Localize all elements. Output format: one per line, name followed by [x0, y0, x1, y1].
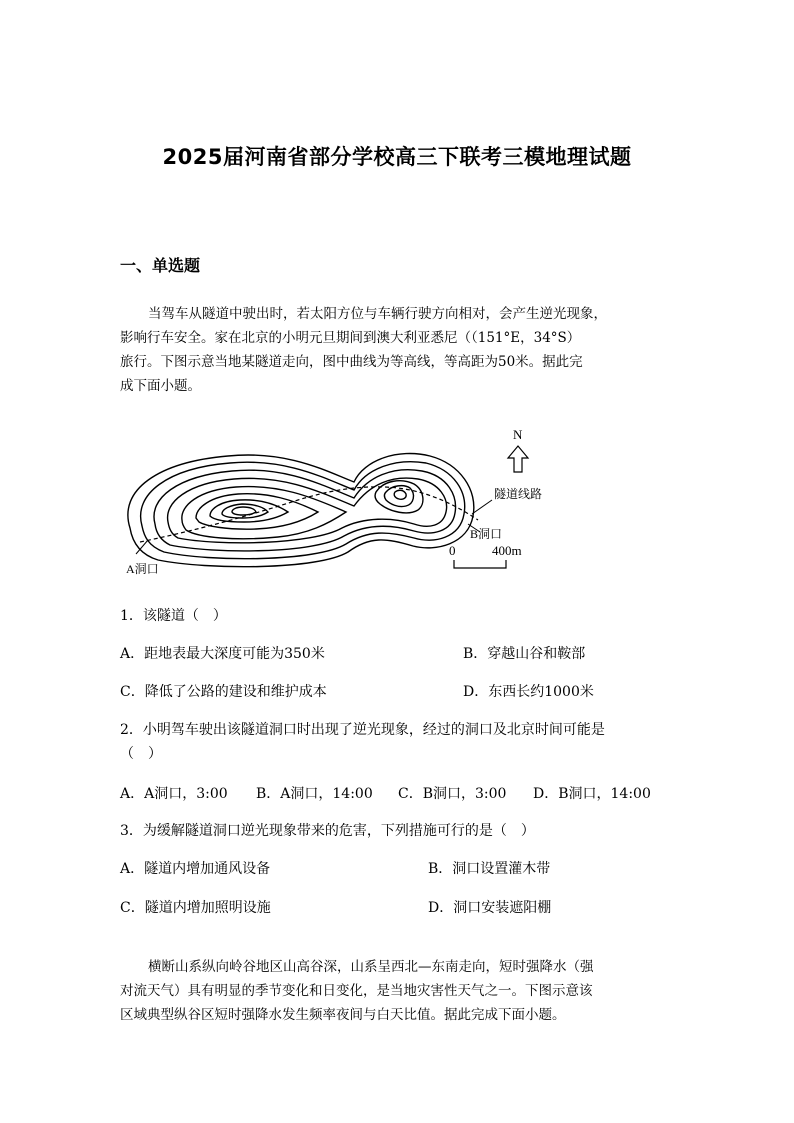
passage-1 — [120, 302, 680, 398]
section-heading: 一、单选题 — [120, 256, 201, 275]
page-title: 2025届河南省部分学校高三下联考三模地理试题 — [162, 145, 632, 169]
passage-2-line: 区域典型纵谷区短时强降水发生频率夜间与白天比值。据此完成下面小题。 — [120, 1007, 566, 1023]
question-3-option-b[interactable]: B．洞口设置灌木带 — [428, 861, 551, 877]
passage-1-line: 当驾车从隧道中驶出时，若太阳方位与车辆行驶方向相对，会产生逆光现象， — [148, 306, 607, 322]
question-1-option-c[interactable]: C．降低了公路的建设和维护成本 — [120, 684, 327, 700]
north-label: N — [513, 427, 523, 442]
question-2-option-a[interactable]: A．A洞口，3:00 — [120, 786, 228, 802]
north-arrow-icon — [508, 427, 528, 472]
passage-1-line: 影响行车安全。家在北京的小明元旦期间到澳大利亚悉尼（（151°E，34°S） — [120, 330, 581, 346]
tunnel-label-leader — [472, 500, 492, 514]
portal-b-label: B洞口 — [470, 527, 503, 541]
portal-a-label: A洞口 — [126, 562, 159, 576]
scale-zero-label: 0 — [449, 543, 456, 558]
passage-2 — [120, 955, 680, 1027]
question-3-option-c[interactable]: C．隧道内增加照明设施 — [120, 900, 271, 916]
contour-lines — [128, 454, 474, 567]
question-2-option-b[interactable]: B．A洞口，14:00 — [256, 786, 373, 802]
passage-1-line: 旅行。下图示意当地某隧道走向，图中曲线为等高线，等高距为50米。据此完 — [120, 354, 583, 370]
scale-distance-label: 400m — [492, 543, 522, 558]
question-3-option-d[interactable]: D．洞口安装遮阳棚 — [428, 900, 552, 916]
question-1-option-d[interactable]: D．东西长约1000米 — [463, 684, 594, 700]
question-2-option-c[interactable]: C．B洞口，3:00 — [398, 786, 507, 802]
question-3-stem: 3．为缓解隧道洞口逆光现象带来的危害，下列措施可行的是（ ） — [120, 823, 535, 839]
question-2-stem: 2．小明驾车驶出该隧道洞口时出现了逆光现象，经过的洞口及北京时间可能是 — [120, 722, 605, 738]
passage-1-line: 成下面小题。 — [120, 378, 201, 394]
passage-2-line: 横断山系纵向岭谷地区山高谷深，山系呈西北—东南走向，短时强降水（强 — [148, 959, 594, 975]
question-3-option-a[interactable]: A．隧道内增加通风设备 — [120, 861, 271, 877]
question-1-option-b[interactable]: B．穿越山谷和鞍部 — [463, 646, 586, 662]
contour-map-figure — [118, 420, 558, 580]
question-2-option-d[interactable]: D．B洞口，14:00 — [533, 786, 651, 802]
tunnel-route-label: 隧道线路 — [494, 487, 543, 501]
question-1-option-a[interactable]: A．距地表最大深度可能为350米 — [120, 646, 325, 662]
question-2-stem-cont: （ ） — [120, 746, 162, 762]
question-1-stem: 1．该隧道（ ） — [120, 608, 227, 624]
passage-2-line: 对流天气）具有明显的季节变化和日变化，是当地灾害性天气之一。下图示意该 — [120, 983, 593, 999]
scale-bar — [454, 560, 506, 568]
